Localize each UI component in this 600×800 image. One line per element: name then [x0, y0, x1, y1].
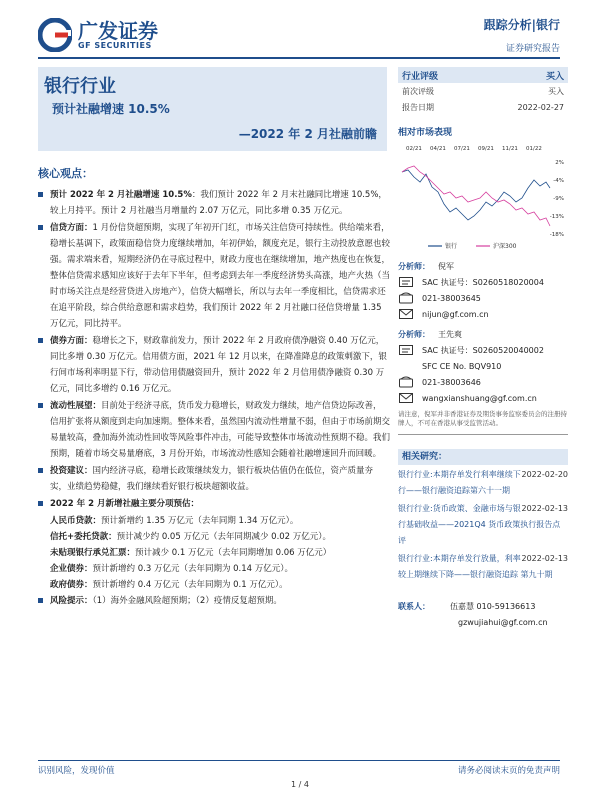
- contact-block: [398, 599, 568, 631]
- forecast-heading: [38, 496, 390, 512]
- legend-label-hs300: 沪深300: [493, 243, 517, 250]
- report-date-row: [398, 99, 568, 115]
- analyst-name: 王先爽: [438, 329, 462, 339]
- title-box: [38, 67, 387, 151]
- analyst-tel: 021-38003646: [422, 377, 481, 387]
- bullet-head: 债券方面：: [50, 336, 93, 346]
- footer-slogan: 识别风险，发现价值: [38, 766, 115, 776]
- forecast-item: [50, 545, 390, 561]
- page-header: [0, 0, 600, 54]
- analyst-row: [398, 390, 568, 406]
- subtitle-date: —2022 年 2 月社融前瞻: [238, 127, 377, 141]
- contact-email[interactable]: gzwujiahui@gf.com.cn: [458, 618, 548, 627]
- disclaimer-note: 请注意，倪军并非香港证券及期货事务监察委员会的注册持牌人，不可在香港从事受监管活动。: [398, 410, 568, 435]
- bullet-head: 信贷方面：: [50, 223, 93, 233]
- analyst-row: [398, 342, 568, 358]
- page-number: 1 / 4: [291, 780, 309, 789]
- footer-disclaimer: 请务必阅读末页的免责声明: [457, 766, 560, 776]
- x-tick-label: 09/21: [478, 146, 494, 152]
- bullet-text: 目前处于经济寻底，货币发力稳增长，财政发力继续，地产信贷边际改善，信用扩张将从额度到走向加速期。整体来看，虽然国内流动性增量不弱，但由于市场前期交易量较高，叠加海外流动性回收等风险事件冲击，可能导致整体市场流动性预期不稳。我们预期，随着市场交易量磨底，3 月份开始，市场流动性感知会随着社融增速回升而回暖。: [50, 401, 391, 459]
- analyst-name: 倪军: [438, 261, 454, 271]
- bullet-head: 预计 2022 年 2 月社融增速 10.5%: [50, 190, 192, 200]
- forecast-item-text: 预计新增约 0.3 万亿元（去年同期为 0.14 万亿元）。: [92, 564, 294, 574]
- analyst-row: [398, 306, 568, 322]
- bullet-text: 1 月份信贷超预期，实现了年初开门红，市场关注信贷可持续性。供给端来看，稳增长基调下，政策面稳信贷力度继续增加，年初伊始，额度充足，银行主动投放意愿也较强。需求端来看，短期经济仍在寻底过程中，财政力度也在继续增加，地产热度也在恢复，整体信贷需求感知应该好于去年下半年，但考虑到去年一季度经济势头高涨，地产火热（当时市场关注点是经营贷进入房地产），信贷大幅增长，所以与去年一季度相比，信贷需求还在追平阶段，综合供给意愿和需求趋势，我们预计 2022 年 2 月社融口径信贷增量 1.35 万亿元，同比持平。: [50, 223, 391, 329]
- report-category: 证券研究报告: [505, 44, 560, 54]
- forecast-list: [38, 513, 390, 593]
- analyst-row: [398, 290, 568, 306]
- analyst-row: [398, 274, 568, 290]
- rating-bar: [398, 67, 568, 83]
- report-date-label: 报告日期: [402, 102, 434, 112]
- bullet-item: [38, 333, 390, 397]
- x-tick-label: 01/22: [526, 146, 542, 152]
- contact-name-tel: 伍嘉慧 010-59136613: [450, 602, 536, 611]
- forecast-item: [50, 577, 390, 593]
- industry-title: 银行行业: [44, 76, 116, 97]
- bullet-head: 流动性展望：: [50, 401, 102, 411]
- analyst-row: [398, 374, 568, 390]
- analyst-email[interactable]: nijun@gf.com.cn: [422, 309, 489, 319]
- relative-performance-chart: [398, 142, 568, 252]
- chart-svg: [398, 142, 568, 252]
- blank-icon: [398, 360, 414, 372]
- bullet-item: [38, 220, 390, 332]
- id-card-icon: [398, 344, 414, 356]
- rating-label: 行业评级: [402, 71, 439, 82]
- mail-icon: [398, 392, 414, 404]
- related-heading: 相关研究：: [398, 449, 568, 465]
- related-title: 银行行业:本期存单发行利率继续下行——银行融资追踪第六十一期: [398, 470, 521, 495]
- forecast-item-text: 预计新增约 0.4 万亿元（去年同期为 0.1 万亿元）。: [92, 580, 288, 590]
- logo-cn: 广发证券: [78, 18, 158, 43]
- forecast-item: [50, 529, 390, 545]
- related-title: 银行行业:本期存单发行放量，利率较上期继续下降——银行融资追踪 第九十期: [398, 554, 553, 579]
- forecast-item: [50, 513, 390, 529]
- forecast-item-head: 未贴现银行承兑汇票：: [50, 548, 136, 558]
- analyst-label: 分析师：: [398, 261, 430, 271]
- subtitle: 预计社融增速 10.5%: [52, 102, 170, 116]
- header-divider: [38, 57, 560, 59]
- analyst-row: [398, 326, 568, 342]
- risk-item: [38, 593, 390, 609]
- id-card-icon: [398, 276, 414, 288]
- y-tick-label: 2%: [555, 160, 564, 166]
- report-date-value: 2022-02-27: [517, 102, 564, 112]
- related-title: 银行行业:货币政策、金融市场与银行基础收益——2021Q4 货币政策执行报告点评: [398, 504, 561, 545]
- x-tick-label: 07/21: [454, 146, 470, 152]
- risk-text: （1）海外金融风险超预期；（2）疫情反复超预期。: [92, 596, 282, 606]
- phone-icon: [398, 292, 414, 304]
- analyst-sac: SAC 执证号：S0260520040002: [422, 345, 544, 355]
- forecast-item-head: 信托+委托贷款：: [50, 532, 117, 542]
- x-tick-label: 04/21: [430, 146, 446, 152]
- gf-logo-icon: [38, 18, 72, 52]
- contact-row: [398, 599, 568, 615]
- logo-en: GF SECURITIES: [78, 40, 152, 50]
- forecast-item-head: 人民币贷款：: [50, 516, 102, 526]
- bullet-head: 投资建议：: [50, 466, 93, 476]
- analyst-email[interactable]: wangxianshuang@gf.com.cn: [422, 393, 537, 403]
- forecast-item-head: 政府债券：: [50, 580, 93, 590]
- related-date: 2022-02-20: [521, 470, 568, 479]
- legend-label-bank: 银行: [445, 243, 458, 250]
- related-date: 2022-02-13: [521, 504, 568, 513]
- related-date: 2022-02-13: [521, 554, 568, 563]
- analyst-tel: 021-38003645: [422, 293, 481, 303]
- bullet-text: 国内经济寻底，稳增长政策继续发力，银行板块估值仍在低位，资产质量夯实，业绩趋势稳健，我们继续看好银行板块超额收益。: [50, 466, 374, 492]
- bullet-text: 稳增长之下，财政靠前发力，预计 2022 年 2 月政府债净融资 0.40 万亿元，同比多增 0.30 万亿元。信用债方面，2021 年 12 月以来，在降准降息的政策刺激下，银行间市场利率明显下行，带动信用债融资回升，预计 2022 年 2 月信用债净融资 0.30 万亿元，同比多增约 0.16 万亿元。: [50, 336, 387, 394]
- analyst-block: [398, 258, 568, 435]
- forecast-item-text: 预计减少 0.1 万亿元（去年同期增加 0.06 万亿元）: [135, 548, 332, 558]
- forecast-item-head: 企业债券：: [50, 564, 93, 574]
- phone-icon: [398, 376, 414, 388]
- y-tick-label: -18%: [549, 232, 564, 238]
- forecast-item-text: 预计新增约 1.35 万亿元（去年同期 1.34 万亿元）。: [101, 516, 299, 526]
- analyst-label: 分析师：: [398, 329, 430, 339]
- forecast-head: 2022 年 2 月新增社融主要分项预估：: [50, 499, 199, 509]
- related-item[interactable]: [398, 501, 568, 549]
- y-tick-label: -9%: [553, 196, 564, 202]
- analyst-row: [398, 358, 568, 374]
- y-tick-label: -13%: [549, 214, 564, 220]
- chart-heading: 相对市场表现: [398, 128, 453, 138]
- bullet-item: [38, 187, 390, 219]
- bullet-item: [38, 463, 390, 495]
- right-column: [398, 67, 568, 631]
- related-item[interactable]: [398, 467, 568, 499]
- prev-rating-value: 买入: [548, 86, 564, 96]
- bullet-item: [38, 398, 390, 462]
- footer-divider: [38, 760, 560, 761]
- y-tick-label: -4%: [553, 178, 564, 184]
- analyst-sac: SAC 执证号：S0260518020004: [422, 277, 544, 287]
- mail-icon: [398, 308, 414, 320]
- x-tick-label: 11/21: [502, 146, 518, 152]
- forecast-item-text: 预计减少约 0.05 万亿元（去年同期减少 0.02 万亿元）。: [116, 532, 332, 542]
- logo: [38, 18, 158, 52]
- bullet-text: ：我们预计 2022 年 2 月末社融同比增速 10.5%，较上月持平。预计 2 月社融当月增量约 2.07 万亿元，同比多增 0.35 万亿元。: [50, 190, 387, 216]
- contact-label: 联系人：: [398, 602, 430, 611]
- analyst-row: [398, 258, 568, 274]
- analyst-sfc: SFC CE No. BQV910: [422, 361, 502, 371]
- report-type: 跟踪分析|银行: [483, 18, 560, 32]
- prev-rating-row: [398, 83, 568, 99]
- prev-rating-label: 前次评级: [402, 86, 434, 96]
- main-column: [38, 165, 390, 610]
- risk-head: 风险提示：: [50, 596, 93, 606]
- header-right: [484, 16, 560, 54]
- related-item[interactable]: [398, 551, 568, 583]
- rating-value: 买入: [545, 71, 564, 82]
- core-heading: 核心观点：: [38, 167, 93, 180]
- x-tick-label: 02/21: [406, 146, 422, 152]
- forecast-item: [50, 561, 390, 577]
